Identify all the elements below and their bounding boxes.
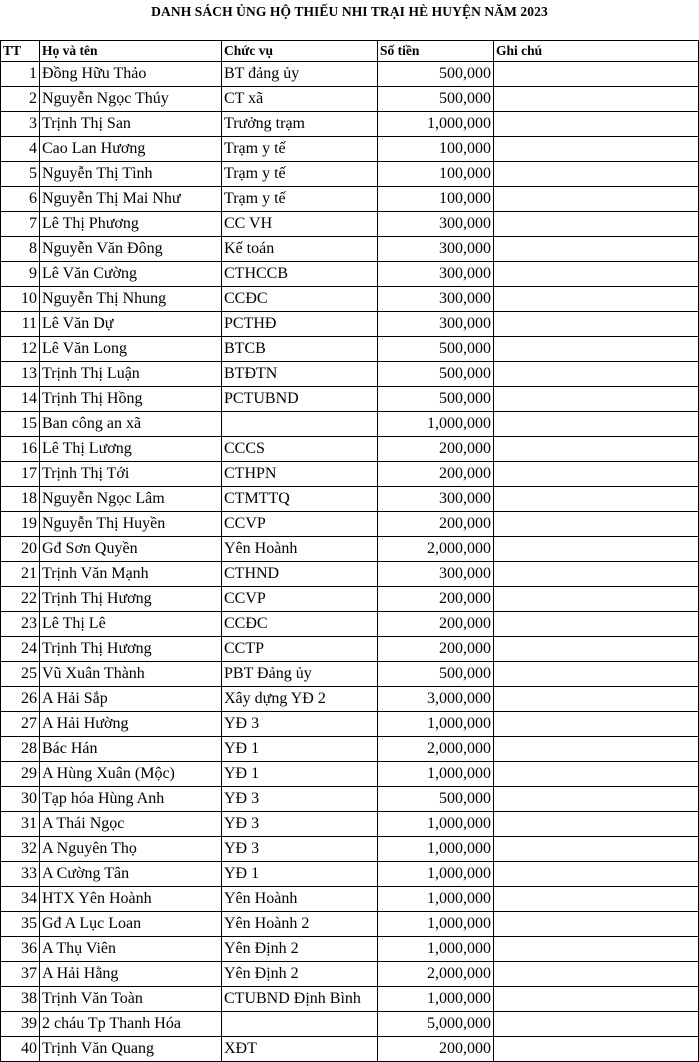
table-row	[1, 287, 699, 312]
table-row	[1, 837, 699, 862]
cell-name: Trịnh Thị Hồng	[40, 387, 222, 412]
cell-tt: 11	[1, 312, 40, 337]
cell-amount: 3,000,000	[378, 687, 494, 712]
cell-amount: 1,000,000	[378, 837, 494, 862]
cell-amount: 100,000	[378, 187, 494, 212]
cell-role: Yên Hoành	[222, 537, 378, 562]
cell-role: YĐ 3	[222, 837, 378, 862]
cell-note	[494, 362, 699, 387]
cell-name: Trịnh Văn Toàn	[40, 987, 222, 1012]
cell-tt: 30	[1, 787, 40, 812]
cell-role: CCĐC	[222, 287, 378, 312]
cell-name: Gđ Sơn Quyền	[40, 537, 222, 562]
cell-role: Yên Hoành 2	[222, 912, 378, 937]
cell-tt: 16	[1, 437, 40, 462]
header-tt: TT	[1, 41, 40, 62]
cell-amount: 200,000	[378, 637, 494, 662]
cell-amount: 2,000,000	[378, 737, 494, 762]
cell-tt: 32	[1, 837, 40, 862]
cell-role: Trạm y tế	[222, 162, 378, 187]
cell-amount: 500,000	[378, 337, 494, 362]
cell-tt: 8	[1, 237, 40, 262]
cell-name: A Hải Hường	[40, 712, 222, 737]
cell-tt: 23	[1, 612, 40, 637]
cell-tt: 39	[1, 1012, 40, 1037]
cell-name: A Thụ Viên	[40, 937, 222, 962]
cell-amount: 500,000	[378, 362, 494, 387]
cell-tt: 36	[1, 937, 40, 962]
table-row	[1, 437, 699, 462]
cell-note	[494, 987, 699, 1012]
header-name: Họ và tên	[40, 41, 222, 62]
cell-tt: 2	[1, 87, 40, 112]
cell-name: Bác Hán	[40, 737, 222, 762]
table-row	[1, 62, 699, 87]
cell-note	[494, 812, 699, 837]
cell-amount: 2,000,000	[378, 537, 494, 562]
cell-amount: 300,000	[378, 262, 494, 287]
cell-role: YĐ 3	[222, 712, 378, 737]
cell-note	[494, 87, 699, 112]
cell-tt: 25	[1, 662, 40, 687]
cell-tt: 21	[1, 562, 40, 587]
cell-tt: 19	[1, 512, 40, 537]
cell-name: Nguyễn Thị Huyền	[40, 512, 222, 537]
cell-tt: 29	[1, 762, 40, 787]
cell-tt: 38	[1, 987, 40, 1012]
cell-amount: 200,000	[378, 462, 494, 487]
cell-note	[494, 737, 699, 762]
table-row	[1, 812, 699, 837]
cell-role: Xây dựng YĐ 2	[222, 687, 378, 712]
cell-role: YĐ 3	[222, 812, 378, 837]
cell-amount: 1,000,000	[378, 762, 494, 787]
cell-role: YĐ 1	[222, 862, 378, 887]
cell-amount: 1,000,000	[378, 937, 494, 962]
donation-table	[0, 40, 699, 1062]
cell-amount: 300,000	[378, 487, 494, 512]
cell-note	[494, 637, 699, 662]
cell-name: A Thái Ngọc	[40, 812, 222, 837]
cell-amount: 200,000	[378, 1037, 494, 1062]
cell-tt: 31	[1, 812, 40, 837]
cell-name: HTX Yên Hoành	[40, 887, 222, 912]
cell-amount: 1,000,000	[378, 712, 494, 737]
cell-tt: 3	[1, 112, 40, 137]
table-row	[1, 687, 699, 712]
cell-note	[494, 112, 699, 137]
cell-name: Cao Lan Hương	[40, 137, 222, 162]
cell-amount: 5,000,000	[378, 1012, 494, 1037]
cell-note	[494, 887, 699, 912]
cell-role: CTMTTQ	[222, 487, 378, 512]
cell-note	[494, 1012, 699, 1037]
cell-amount: 500,000	[378, 387, 494, 412]
cell-name: Vũ Xuân Thành	[40, 662, 222, 687]
cell-amount: 500,000	[378, 662, 494, 687]
cell-role: CTHPN	[222, 462, 378, 487]
table-row	[1, 787, 699, 812]
table-row	[1, 262, 699, 287]
cell-name: A Cường Tân	[40, 862, 222, 887]
table-row	[1, 387, 699, 412]
table-row	[1, 537, 699, 562]
table-row	[1, 887, 699, 912]
cell-name: Lê Thị Phương	[40, 212, 222, 237]
cell-role: CT xã	[222, 87, 378, 112]
cell-note	[494, 662, 699, 687]
cell-tt: 15	[1, 412, 40, 437]
cell-name: A Hải Sắp	[40, 687, 222, 712]
cell-name: Gđ A Lục Loan	[40, 912, 222, 937]
cell-name: Lê Thị Lương	[40, 437, 222, 462]
cell-tt: 5	[1, 162, 40, 187]
cell-note	[494, 137, 699, 162]
cell-tt: 40	[1, 1037, 40, 1062]
cell-tt: 18	[1, 487, 40, 512]
cell-name: Tạp hóa Hùng Anh	[40, 787, 222, 812]
table-row	[1, 212, 699, 237]
cell-tt: 6	[1, 187, 40, 212]
table-row	[1, 187, 699, 212]
cell-tt: 28	[1, 737, 40, 762]
cell-role: XĐT	[222, 1037, 378, 1062]
table-row	[1, 237, 699, 262]
cell-tt: 9	[1, 262, 40, 287]
cell-role: Trạm y tế	[222, 187, 378, 212]
table-body	[1, 62, 699, 1062]
cell-name: Lê Văn Dự	[40, 312, 222, 337]
cell-tt: 37	[1, 962, 40, 987]
cell-tt: 24	[1, 637, 40, 662]
cell-note	[494, 262, 699, 287]
cell-tt: 13	[1, 362, 40, 387]
cell-amount: 500,000	[378, 87, 494, 112]
header-row	[1, 41, 699, 62]
table-row	[1, 312, 699, 337]
cell-note	[494, 412, 699, 437]
cell-note	[494, 912, 699, 937]
cell-role: BTĐTN	[222, 362, 378, 387]
cell-name: Trịnh Thị Luận	[40, 362, 222, 387]
cell-amount: 300,000	[378, 287, 494, 312]
cell-tt: 7	[1, 212, 40, 237]
cell-role: PBT Đảng ủy	[222, 662, 378, 687]
cell-role: Trưởng trạm	[222, 112, 378, 137]
table-row	[1, 112, 699, 137]
cell-role	[222, 412, 378, 437]
table-row	[1, 487, 699, 512]
table-row	[1, 1012, 699, 1037]
cell-tt: 20	[1, 537, 40, 562]
table-row	[1, 612, 699, 637]
cell-role: YĐ 3	[222, 787, 378, 812]
cell-note	[494, 462, 699, 487]
cell-note	[494, 512, 699, 537]
cell-role: PCTUBND	[222, 387, 378, 412]
table-row	[1, 362, 699, 387]
cell-name: Trịnh Văn Mạnh	[40, 562, 222, 587]
table-row	[1, 462, 699, 487]
cell-name: Nguyễn Thị Mai Như	[40, 187, 222, 212]
cell-note	[494, 712, 699, 737]
document-title: DANH SÁCH ỦNG HỘ THIẾU NHI TRẠI HÈ HUYỆN NĂM 2023	[151, 4, 548, 19]
cell-name: Lê Thị Lê	[40, 612, 222, 637]
cell-tt: 35	[1, 912, 40, 937]
cell-note	[494, 862, 699, 887]
cell-name: Trịnh Thị Hương	[40, 637, 222, 662]
cell-name: Nguyễn Thị Nhung	[40, 287, 222, 312]
header-role: Chức vụ	[222, 41, 378, 62]
cell-name: A Hùng Xuân (Mộc)	[40, 762, 222, 787]
table-row	[1, 587, 699, 612]
cell-note	[494, 962, 699, 987]
cell-note	[494, 337, 699, 362]
cell-amount: 300,000	[378, 562, 494, 587]
cell-name: Trịnh Văn Quang	[40, 1037, 222, 1062]
cell-name: Lê Văn Cường	[40, 262, 222, 287]
cell-name: Nguyễn Thị Tình	[40, 162, 222, 187]
cell-amount: 300,000	[378, 212, 494, 237]
cell-amount: 2,000,000	[378, 962, 494, 987]
cell-role: YĐ 1	[222, 762, 378, 787]
cell-role: CCVP	[222, 512, 378, 537]
cell-amount: 500,000	[378, 62, 494, 87]
cell-amount: 1,000,000	[378, 987, 494, 1012]
cell-name: Trịnh Thị Hương	[40, 587, 222, 612]
table-row	[1, 87, 699, 112]
cell-amount: 1,000,000	[378, 862, 494, 887]
cell-tt: 12	[1, 337, 40, 362]
table-row	[1, 987, 699, 1012]
cell-tt: 22	[1, 587, 40, 612]
table-row	[1, 762, 699, 787]
cell-note	[494, 487, 699, 512]
table-row	[1, 137, 699, 162]
cell-note	[494, 937, 699, 962]
cell-amount: 1,000,000	[378, 912, 494, 937]
cell-role: CTHND	[222, 562, 378, 587]
cell-tt: 27	[1, 712, 40, 737]
cell-amount: 200,000	[378, 587, 494, 612]
cell-amount: 100,000	[378, 137, 494, 162]
cell-name: Nguyễn Ngọc Lâm	[40, 487, 222, 512]
cell-role: BT đảng ủy	[222, 62, 378, 87]
cell-note	[494, 612, 699, 637]
cell-role: CCTP	[222, 637, 378, 662]
cell-role: PCTHĐ	[222, 312, 378, 337]
cell-note	[494, 287, 699, 312]
cell-name: 2 cháu Tp Thanh Hóa	[40, 1012, 222, 1037]
table-row	[1, 912, 699, 937]
cell-note	[494, 187, 699, 212]
cell-note	[494, 387, 699, 412]
cell-amount: 500,000	[378, 787, 494, 812]
cell-role: Yên Định 2	[222, 962, 378, 987]
cell-amount: 300,000	[378, 237, 494, 262]
cell-amount: 200,000	[378, 612, 494, 637]
cell-note	[494, 762, 699, 787]
cell-note	[494, 587, 699, 612]
cell-note	[494, 562, 699, 587]
cell-amount: 200,000	[378, 512, 494, 537]
cell-note	[494, 837, 699, 862]
cell-name: Trịnh Thị Tới	[40, 462, 222, 487]
table-row	[1, 512, 699, 537]
cell-role: CTUBND Định Bình	[222, 987, 378, 1012]
cell-role: CCCS	[222, 437, 378, 462]
cell-note	[494, 687, 699, 712]
cell-note	[494, 162, 699, 187]
cell-role: Kế toán	[222, 237, 378, 262]
cell-role: CCĐC	[222, 612, 378, 637]
cell-role: Trạm y tế	[222, 137, 378, 162]
cell-tt: 10	[1, 287, 40, 312]
cell-name: Ban công an xã	[40, 412, 222, 437]
table-row	[1, 737, 699, 762]
cell-role: CCVP	[222, 587, 378, 612]
cell-name: Nguyễn Ngọc Thúy	[40, 87, 222, 112]
cell-role	[222, 1012, 378, 1037]
table-row	[1, 937, 699, 962]
header-note: Ghi chú	[494, 41, 699, 62]
table-row	[1, 662, 699, 687]
cell-name: Nguyễn Văn Đông	[40, 237, 222, 262]
cell-amount: 1,000,000	[378, 112, 494, 137]
cell-role: CTHCCB	[222, 262, 378, 287]
cell-amount: 100,000	[378, 162, 494, 187]
table-row	[1, 162, 699, 187]
table-row	[1, 1037, 699, 1062]
cell-name: Lê Văn Long	[40, 337, 222, 362]
table-row	[1, 562, 699, 587]
table-row	[1, 962, 699, 987]
cell-note	[494, 437, 699, 462]
cell-note	[494, 537, 699, 562]
cell-name: Đồng Hữu Thảo	[40, 62, 222, 87]
cell-note	[494, 237, 699, 262]
header-amount: Số tiền	[378, 41, 494, 62]
cell-amount: 1,000,000	[378, 887, 494, 912]
cell-note	[494, 312, 699, 337]
cell-amount: 300,000	[378, 312, 494, 337]
cell-tt: 33	[1, 862, 40, 887]
cell-name: A Nguyên Thọ	[40, 837, 222, 862]
cell-amount: 1,000,000	[378, 412, 494, 437]
cell-note	[494, 212, 699, 237]
cell-tt: 17	[1, 462, 40, 487]
cell-note	[494, 1037, 699, 1062]
table-row	[1, 412, 699, 437]
table-row	[1, 637, 699, 662]
cell-note	[494, 62, 699, 87]
cell-role: YĐ 1	[222, 737, 378, 762]
cell-role: Yên Hoành	[222, 887, 378, 912]
cell-role: BTCB	[222, 337, 378, 362]
cell-tt: 34	[1, 887, 40, 912]
cell-tt: 4	[1, 137, 40, 162]
cell-role: Yên Định 2	[222, 937, 378, 962]
cell-role: CC VH	[222, 212, 378, 237]
table-row	[1, 862, 699, 887]
cell-note	[494, 787, 699, 812]
cell-tt: 1	[1, 62, 40, 87]
cell-amount: 1,000,000	[378, 812, 494, 837]
table-row	[1, 712, 699, 737]
table-row	[1, 337, 699, 362]
cell-amount: 200,000	[378, 437, 494, 462]
cell-tt: 26	[1, 687, 40, 712]
cell-tt: 14	[1, 387, 40, 412]
cell-name: Trịnh Thị San	[40, 112, 222, 137]
cell-name: A Hải Hằng	[40, 962, 222, 987]
